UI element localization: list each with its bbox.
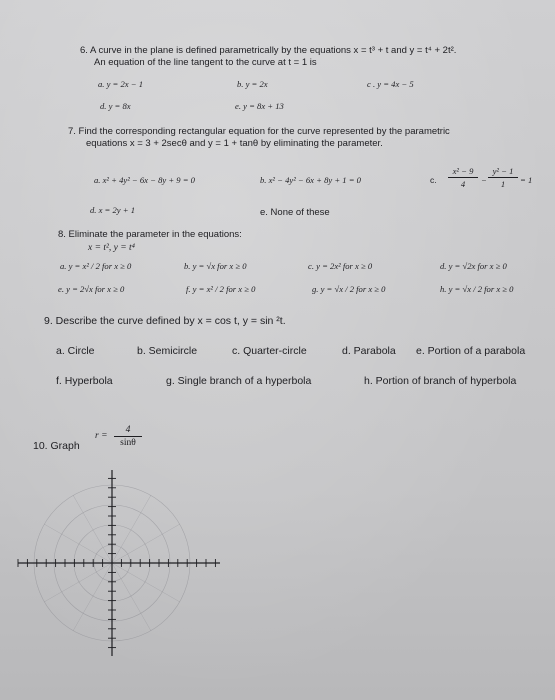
- q8-prompt-line1: 8. Eliminate the parameter in the equations:: [58, 229, 242, 240]
- q8-choice-d: d. y = √2x for x ≥ 0: [440, 261, 507, 271]
- q8-choice-h: h. y = √x / 2 for x ≥ 0: [440, 284, 514, 294]
- q7-c-equals: = 1: [520, 175, 533, 185]
- q7-c-denominator-1: 4: [460, 179, 466, 189]
- q7-c-denominator-2: 1: [500, 179, 506, 189]
- q9-prompt: 9. Describe the curve defined by x = cos t, y = sin ²t.: [44, 315, 286, 327]
- q8-choice-b: b. y = √x for x ≥ 0: [184, 261, 247, 271]
- q10-denominator: sinθ: [120, 438, 136, 448]
- q7-c-numerator-1: x² − 9: [452, 166, 474, 176]
- q9-choice-g: g. Single branch of a hyperbola: [166, 375, 312, 387]
- q6-choice-a: a. y = 2x − 1: [98, 79, 144, 89]
- q8-choice-e: e. y = 2√x for x ≥ 0: [58, 284, 125, 294]
- q7-c-minus: −: [481, 175, 487, 185]
- q10-numerator: 4: [125, 425, 131, 435]
- q8-choice-a: a. y = x² / 2 for x ≥ 0: [60, 261, 132, 271]
- q10-prompt: 10. Graph: [33, 440, 80, 452]
- q9-choice-b: b. Semicircle: [137, 345, 198, 357]
- q8-choice-c: c. y = 2x² for x ≥ 0: [308, 261, 373, 271]
- q8-prompt-line2: x = t², y = t⁴: [88, 243, 135, 253]
- q7-c-numerator-2: y² − 1: [492, 166, 514, 176]
- q6-choice-d: d. y = 8x: [100, 101, 131, 111]
- q6-choice-b: b. y = 2x: [237, 79, 268, 89]
- q9-choice-d: d. Parabola: [342, 345, 396, 357]
- q9-choice-c: c. Quarter-circle: [232, 345, 307, 357]
- q9-choice-h: h. Portion of branch of hyperbola: [364, 375, 517, 387]
- q7-choice-b: b. x² − 4y² − 6x + 8y + 1 = 0: [260, 175, 361, 185]
- q7-prompt-line1: 7. Find the corresponding rectangular equation for the curve represented by the parametric: [68, 126, 450, 137]
- q7-choice-e: e. None of these: [260, 207, 330, 218]
- q6-choice-c: c . y = 4x − 5: [367, 79, 414, 89]
- q8-choice-g: g. y = √x / 2 for x ≥ 0: [312, 284, 386, 294]
- q6-prompt-line1: 6. A curve in the plane is defined parametrically by the equations x = t³ + t and y = t⁴ + 2t².: [80, 45, 457, 56]
- q7-choice-a: a. x² + 4y² − 6x − 8y + 9 = 0: [94, 175, 195, 185]
- q7-prompt-line2: equations x = 3 + 2secθ and y = 1 + tanθ by eliminating the parameter.: [86, 138, 383, 149]
- q9-choice-a: a. Circle: [56, 345, 95, 357]
- q7-choice-c-label: c.: [430, 175, 437, 185]
- q6-prompt-line2: An equation of the line tangent to the curve at t = 1 is: [94, 57, 317, 68]
- q6-choice-e: e. y = 8x + 13: [235, 101, 284, 111]
- q7-choice-d: d. x = 2y + 1: [90, 205, 136, 215]
- q9-choice-f: f. Hyperbola: [56, 375, 113, 387]
- q8-choice-f: f. y = x² / 2 for x ≥ 0: [186, 284, 256, 294]
- q10-r-equals: r =: [95, 431, 108, 441]
- q9-choice-e: e. Portion of a parabola: [416, 345, 526, 357]
